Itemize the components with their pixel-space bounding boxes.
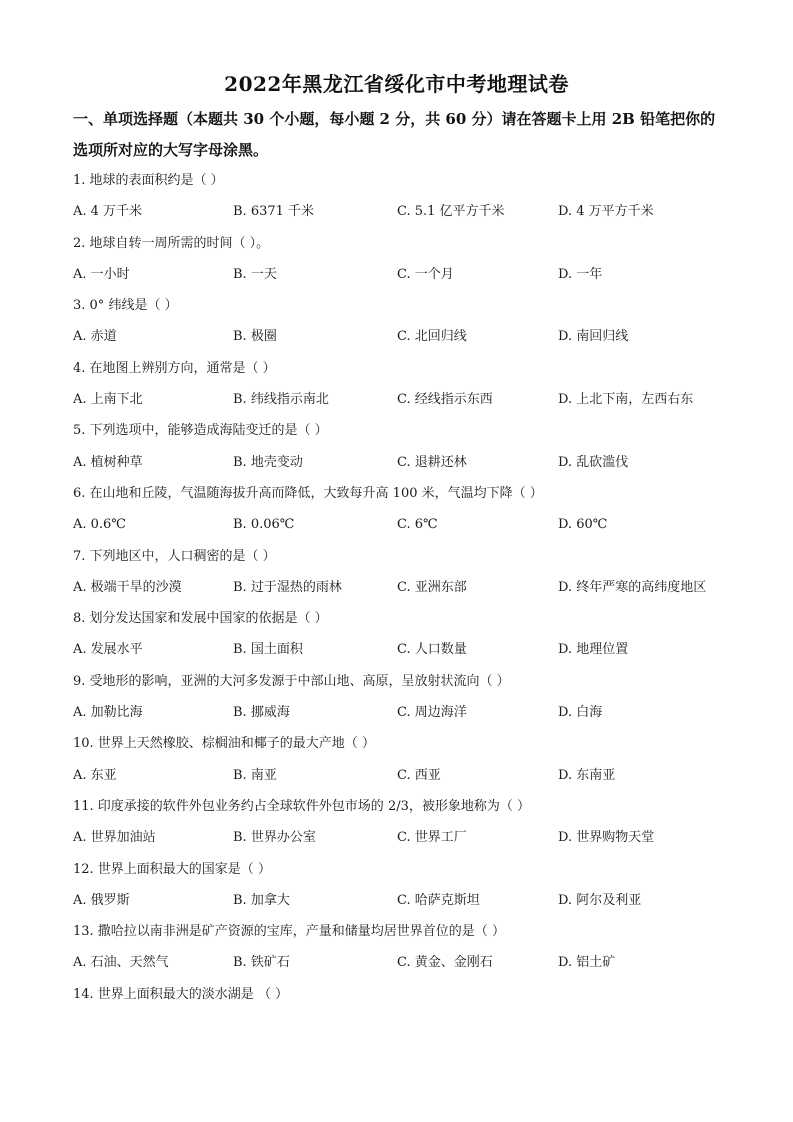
- option-b: B. 极圈: [233, 329, 277, 345]
- question-stem: 5. 下列选项中，能够造成海陆变迁的是（ ）: [73, 423, 328, 439]
- option-c: C. 哈萨克斯坦: [397, 892, 480, 908]
- option-c: C. 西亚: [397, 767, 441, 783]
- option-b: B. 地壳变动: [233, 454, 303, 470]
- option-c: C. 世界工厂: [397, 830, 467, 846]
- section-header: [73, 104, 733, 166]
- question-options: [73, 577, 753, 608]
- option-b: B. 过于湿热的雨林: [233, 579, 342, 595]
- option-b: B. 国土面积: [233, 642, 303, 658]
- page-title: 2022年黑龙江省绥化市中考地理试卷: [224, 72, 569, 96]
- question-options: [73, 952, 753, 983]
- option-b: B. 加拿大: [233, 892, 290, 908]
- option-c: C. 经线指示东西: [397, 392, 493, 408]
- option-a: A. 加勒比海: [73, 705, 143, 721]
- question-stem: 12. 世界上面积最大的国家是（ ）: [73, 861, 271, 877]
- option-a: A. 一小时: [73, 266, 130, 282]
- option-c: C. 人口数量: [397, 642, 467, 658]
- option-c: C. 亚洲东部: [397, 579, 467, 595]
- question-stem: 8. 划分发达国家和发展中国家的依据是（ ）: [73, 611, 328, 627]
- option-c: C. 退耕还林: [397, 454, 467, 470]
- option-d: D. 白海: [558, 705, 603, 721]
- question-stem: 9. 受地形的影响，亚洲的大河多发源于中部山地、高原，呈放射状流向（ ）: [73, 673, 510, 689]
- option-b: B. 铁矿石: [233, 955, 290, 971]
- option-d: D. 东南亚: [558, 767, 616, 783]
- question-stem: 11. 印度承接的软件外包业务约占全球软件外包市场的 2/3，被形象地称为（ ）: [73, 798, 530, 814]
- option-a: A. 发展水平: [73, 642, 143, 658]
- section-header-line-1: 一、单项选择题（本题共 30 个小题，每小题 2 分，共 60 分）请在答题卡上用 2B 铅笔把你的: [73, 110, 716, 128]
- option-d: D. 上北下南，左西右东: [558, 392, 694, 408]
- question-stem: 4. 在地图上辨别方向，通常是（ ）: [73, 360, 276, 376]
- option-a: A. 4 万千米: [73, 204, 143, 220]
- option-b: B. 纬线指示南北: [233, 392, 329, 408]
- option-b: B. 6371 千米: [233, 204, 315, 220]
- question-stem: 13. 撒哈拉以南非洲是矿产资源的宝库，产量和储量均居世界首位的是（ ）: [73, 924, 505, 940]
- option-c: C. 一个月: [397, 266, 454, 282]
- question-options: [73, 514, 753, 545]
- option-c: C. 周边海洋: [397, 705, 467, 721]
- option-b: B. 南亚: [233, 767, 277, 783]
- question-options: [73, 326, 753, 357]
- question-options: [73, 827, 753, 858]
- option-d: D. 一年: [558, 266, 603, 282]
- option-a: A. 世界加油站: [73, 830, 156, 846]
- option-c: C. 黄金、金刚石: [397, 955, 493, 971]
- option-c: C. 北回归线: [397, 329, 467, 345]
- option-a: A. 上南下北: [73, 392, 143, 408]
- question-stem: 10. 世界上天然橡胶、棕榈油和椰子的最大产地（ ）: [73, 736, 375, 752]
- question-options: [73, 452, 753, 483]
- question-options: [73, 264, 753, 295]
- option-a: A. 东亚: [73, 767, 117, 783]
- option-d: D. 乱砍滥伐: [558, 454, 629, 470]
- question-options: [73, 201, 753, 232]
- option-b: B. 一天: [233, 266, 277, 282]
- option-a: A. 俄罗斯: [73, 892, 130, 908]
- option-a: A. 赤道: [73, 329, 117, 345]
- option-a: A. 0.6℃: [73, 517, 126, 533]
- option-c: C. 5.1 亿平方千米: [397, 204, 505, 220]
- option-d: D. 终年严寒的高纬度地区: [558, 579, 707, 595]
- question-stem: 3. 0° 纬线是（ ）: [73, 298, 178, 314]
- question-stem: 6. 在山地和丘陵，气温随海拔升高而降低，大致每升高 100 米，气温均下降（ ）: [73, 485, 543, 501]
- option-d: D. 60℃: [558, 517, 608, 533]
- question-stem: 2. 地球自转一周所需的时间（ ）。: [73, 235, 270, 251]
- question-stem: 7. 下列地区中，人口稠密的是（ ）: [73, 548, 276, 564]
- option-d: D. 阿尔及利亚: [558, 892, 642, 908]
- option-d: D. 铝土矿: [558, 955, 616, 971]
- option-b: B. 0.06℃: [233, 517, 295, 533]
- option-d: D. 世界购物天堂: [558, 830, 655, 846]
- option-a: A. 极端干旱的沙漠: [73, 579, 182, 595]
- question-options: [73, 639, 753, 670]
- option-d: D. 4 万平方千米: [558, 204, 654, 220]
- option-b: B. 挪威海: [233, 705, 290, 721]
- question-options: [73, 765, 753, 796]
- question-stem: 14. 世界上面积最大的淡水湖是 （ ）: [73, 986, 289, 1002]
- question-stem: 1. 地球的表面积约是（ ）: [73, 173, 224, 188]
- option-c: C. 6℃: [397, 517, 438, 533]
- question-options: [73, 389, 753, 420]
- question-options: [73, 702, 753, 733]
- option-d: D. 南回归线: [558, 329, 629, 345]
- option-b: B. 世界办公室: [233, 830, 316, 846]
- option-d: D. 地理位置: [558, 642, 629, 658]
- option-a: A. 植树种草: [73, 454, 143, 470]
- section-header-line-2: 选项所对应的大写字母涂黑。: [73, 141, 269, 159]
- option-a: A. 石油、天然气: [73, 955, 169, 971]
- question-options: [73, 890, 753, 921]
- question-list: [73, 170, 753, 1015]
